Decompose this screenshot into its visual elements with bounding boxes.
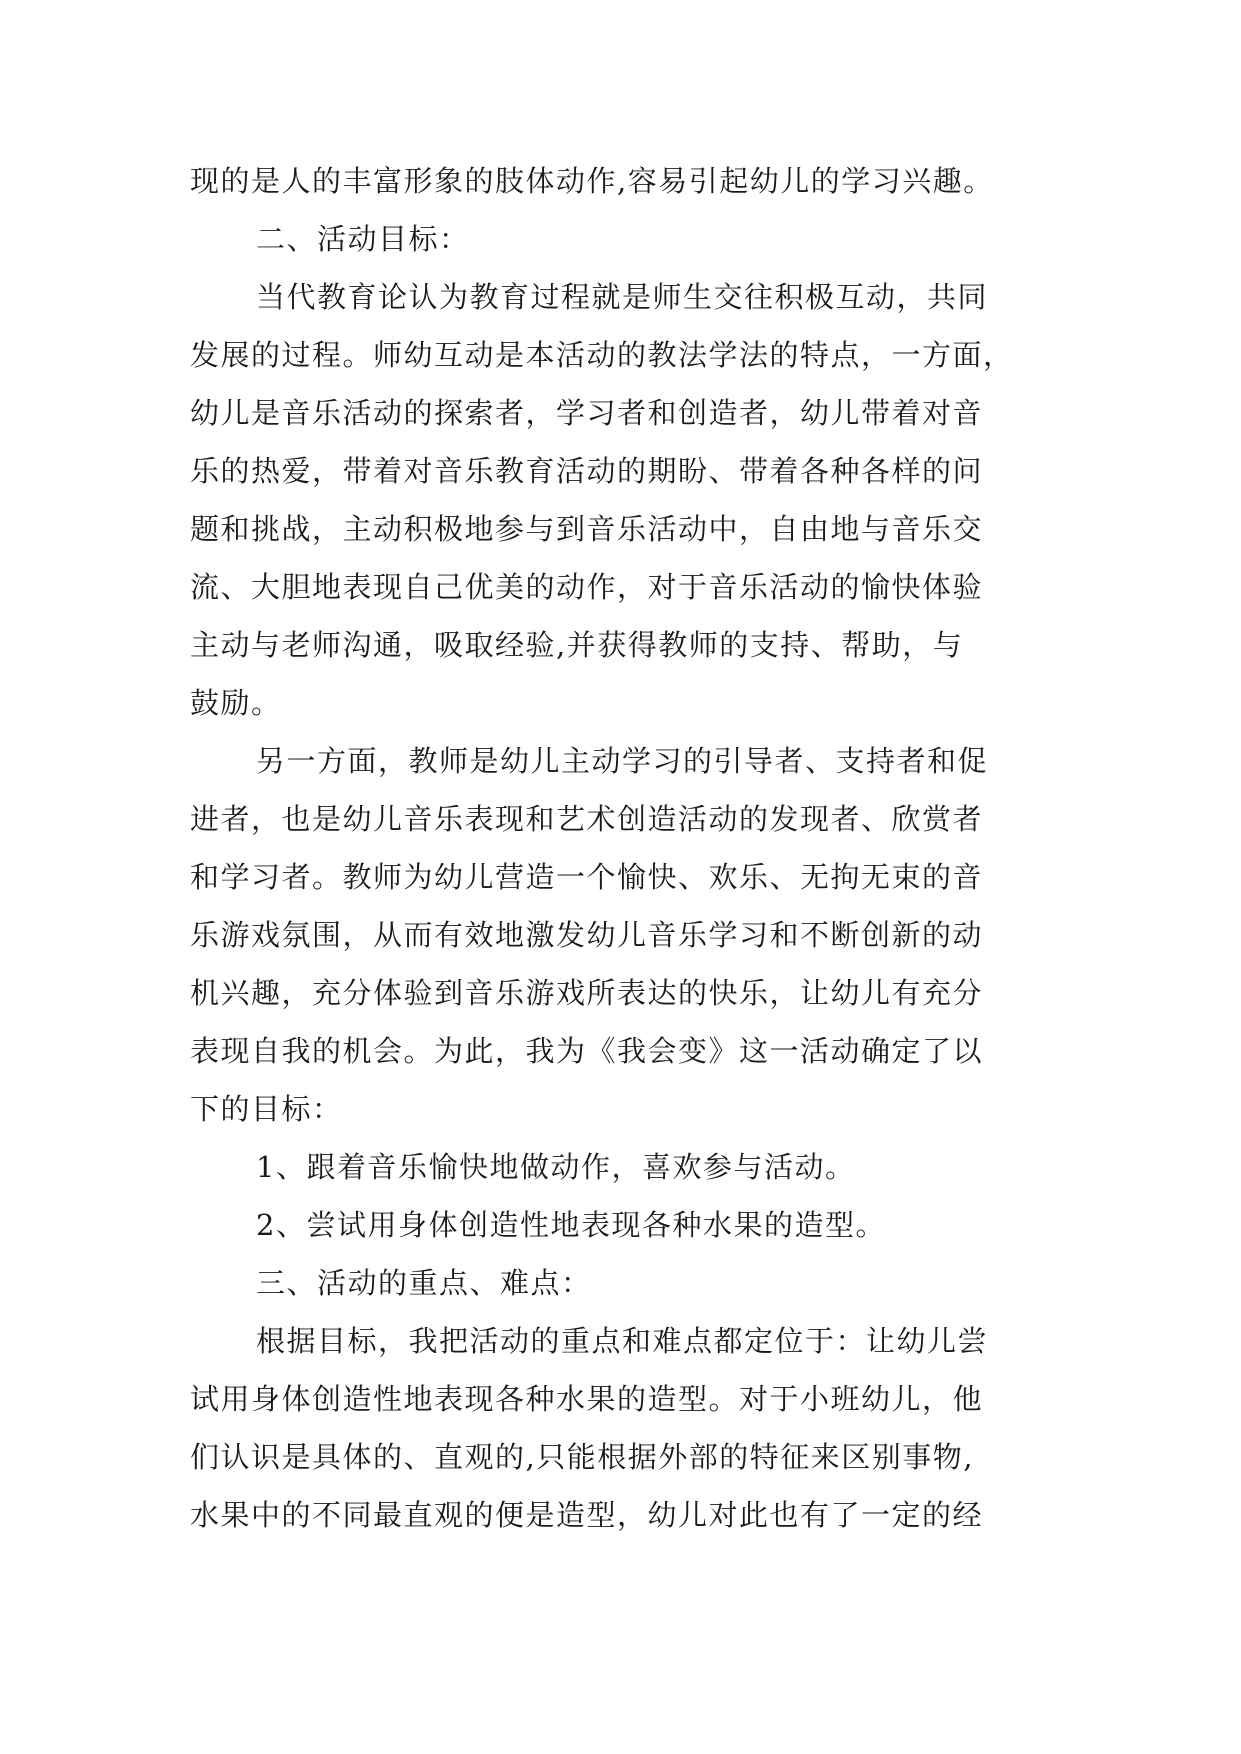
- text-line: 流、大胆地表现自己优美的动作，对于音乐活动的愉快体验: [190, 570, 984, 604]
- text-line: 试用身体创造性地表现各种水果的造型。对于小班幼儿，他: [190, 1382, 984, 1416]
- body-text: [190, 152, 1090, 1544]
- text-line: 乐的热爱，带着对音乐教育活动的期盼、带着各种各样的问: [190, 454, 984, 488]
- text-line: 们认识是具体的、直观的,只能根据外部的特征来区别事物,: [190, 1440, 974, 1474]
- section-heading-key-points: 三、活动的重点、难点：: [256, 1266, 592, 1300]
- text-line: 幼儿是音乐活动的探索者，学习者和创造者，幼儿带着对音: [190, 396, 984, 430]
- section-heading-goals: 二、活动目标：: [256, 222, 470, 256]
- text-line: 下的目标：: [190, 1092, 343, 1126]
- text-line: 乐游戏氛围，从而有效地激发幼儿音乐学习和不断创新的动: [190, 918, 984, 952]
- text-line: 鼓励。: [190, 686, 282, 720]
- text-line: 另一方面，教师是幼儿主动学习的引导者、支持者和促: [256, 744, 989, 778]
- text-line: 题和挑战，主动积极地参与到音乐活动中，自由地与音乐交: [190, 512, 984, 546]
- text-line: 当代教育论认为教育过程就是师生交往积极互动，共同: [256, 280, 989, 314]
- text-line: 进者，也是幼儿音乐表现和艺术创造活动的发现者、欣赏者: [190, 802, 984, 836]
- text-line: 现的是人的丰富形象的肢体动作,容易引起幼儿的学习兴趣。: [190, 164, 994, 198]
- text-line: 根据目标，我把活动的重点和难点都定位于：让幼儿尝: [256, 1324, 989, 1358]
- text-line: 发展的过程。师幼互动是本活动的教法学法的特点，一方面，: [190, 338, 1014, 372]
- text-line: 表现自我的机会。为此，我为《我会变》这一活动确定了以: [190, 1034, 984, 1068]
- text-line: 水果中的不同最直观的便是造型，幼儿对此也有了一定的经: [190, 1498, 984, 1532]
- goal-item-2: 2、尝试用身体创造性地表现各种水果的造型。: [256, 1208, 886, 1242]
- text-line: 和学习者。教师为幼儿营造一个愉快、欢乐、无拘无束的音: [190, 860, 984, 894]
- text-line: 机兴趣，充分体验到音乐游戏所表达的快乐，让幼儿有充分: [190, 976, 984, 1010]
- text-line: 主动与老师沟通，吸取经验,并获得教师的支持、帮助，与: [190, 628, 964, 662]
- goal-item-1: 1、跟着音乐愉快地做动作，喜欢参与活动。: [256, 1150, 856, 1184]
